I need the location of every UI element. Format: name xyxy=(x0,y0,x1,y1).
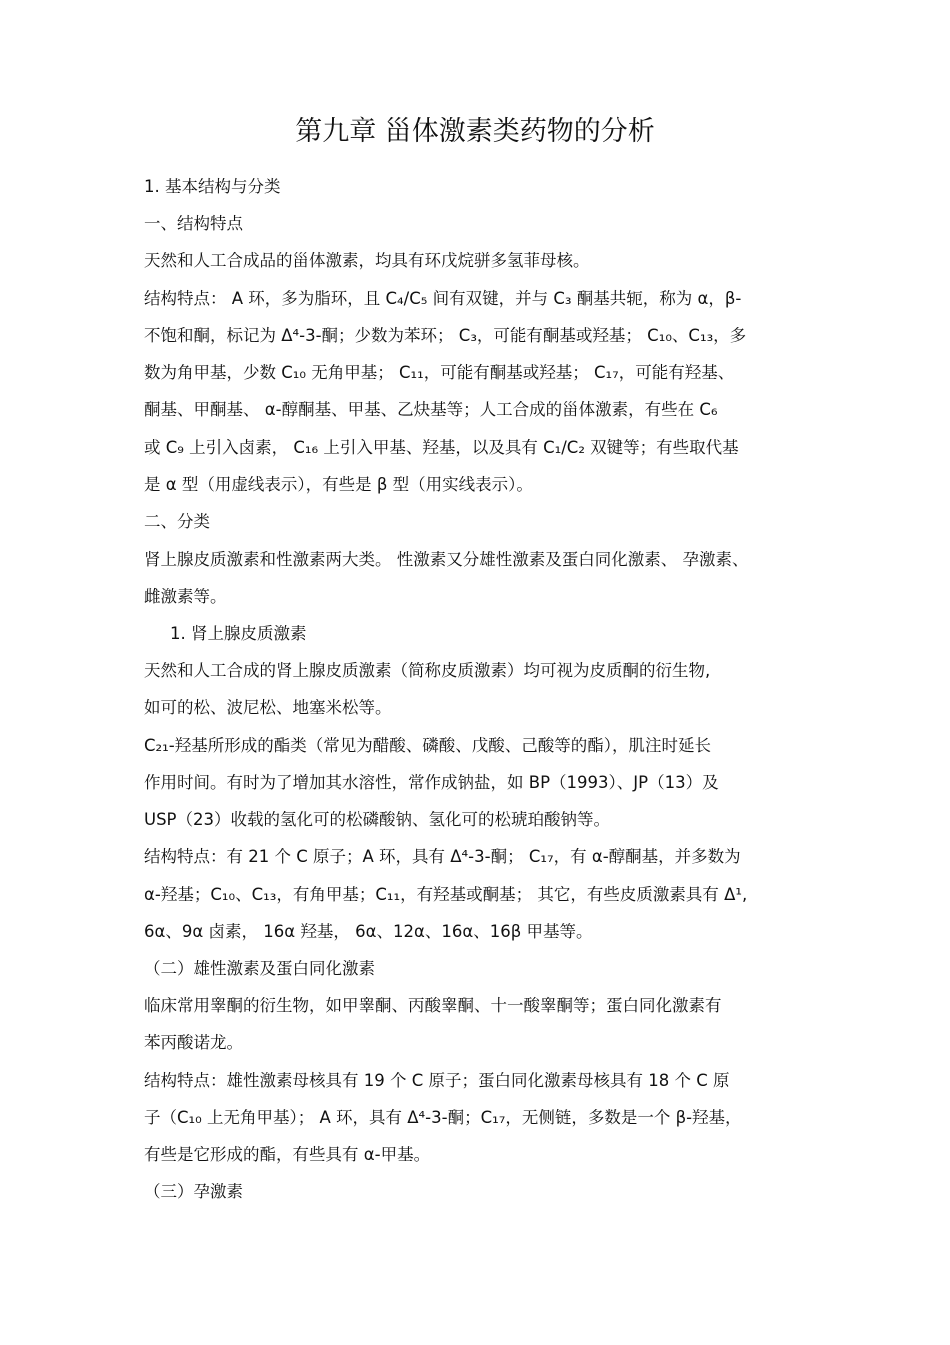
paragraph-line: 苯丙酸诺龙。 xyxy=(144,1033,243,1052)
paragraph-line: 结构特点：雄性激素母核具有 19 个 C 原子；蛋白同化激素母核具有 18 个 C 原 xyxy=(144,1071,730,1090)
subsection-heading: （三）孕激素 xyxy=(144,1182,243,1201)
paragraph-line: 作用时间。有时为了增加其水溶性，常作成钠盐，如 BP（1993）、JP（13）及 xyxy=(144,773,719,792)
paragraph-line: 肾上腺皮质激素和性激素两大类。 性激素又分雄性激素及蛋白同化激素、 孕激素、 xyxy=(144,550,749,569)
chapter-title: 第九章 甾体激素类药物的分析 xyxy=(295,116,655,147)
paragraph-line: 雌激素等。 xyxy=(144,587,227,606)
paragraph-line: 有些是它形成的酯，有些具有 α-甲基。 xyxy=(144,1145,431,1164)
paragraph-line: 是 α 型（用虚线表示），有些是 β 型（用实线表示）。 xyxy=(144,475,533,494)
subsection-heading: 二、分类 xyxy=(144,512,210,531)
subsection-heading: 1. 肾上腺皮质激素 xyxy=(170,624,307,643)
paragraph-line: C₂₁-羟基所形成的酯类（常见为醋酸、磷酸、戊酸、己酸等的酯），肌注时延长 xyxy=(144,736,711,755)
paragraph-line: 临床常用睾酮的衍生物，如甲睾酮、丙酸睾酮、十一酸睾酮等；蛋白同化激素有 xyxy=(144,996,722,1015)
paragraph-line: α-羟基；C₁₀、C₁₃，有角甲基；C₁₁，有羟基或酮基； 其它，有些皮质激素具有 Δ¹, xyxy=(144,885,748,904)
paragraph-line: 或 C₉ 上引入卤素， C₁₆ 上引入甲基、羟基，以及具有 C₁/C₂ 双键等；有些取代基 xyxy=(144,438,739,457)
paragraph-line: 结构特点： A 环，多为脂环，且 C₄/C₅ 间有双键，并与 C₃ 酮基共轭，称为 α，β- xyxy=(144,289,742,308)
paragraph-line: 数为角甲基，少数 C₁₀ 无角甲基； C₁₁，可能有酮基或羟基； C₁₇，可能有羟基、 xyxy=(144,363,735,382)
paragraph-line: 天然和人工合成的肾上腺皮质激素（简称皮质激素）均可视为皮质酮的衍生物, xyxy=(144,661,711,680)
section-heading: 1. 基本结构与分类 xyxy=(144,177,281,196)
paragraph-line: 天然和人工合成品的甾体激素，均具有环戊烷骈多氢菲母核。 xyxy=(144,251,590,270)
subsection-heading: 一、结构特点 xyxy=(144,214,243,233)
paragraph-line: 不饱和酮，标记为 Δ⁴-3-酮；少数为苯环； C₃，可能有酮基或羟基； C₁₀、C₁₃，多 xyxy=(144,326,747,345)
paragraph-line: 6α、9α 卤素， 16α 羟基， 6α、12α、16α、16β 甲基等。 xyxy=(144,922,593,941)
paragraph-line: 结构特点：有 21 个 C 原子；A 环，具有 Δ⁴-3-酮； C₁₇，有 α-醇酮基，并多数为 xyxy=(144,847,741,866)
subsection-heading: （二）雄性激素及蛋白同化激素 xyxy=(144,959,375,978)
paragraph-line: USP（23）收载的氢化可的松磷酸钠、氢化可的松琥珀酸钠等。 xyxy=(144,810,610,829)
paragraph-line: 子（C₁₀ 上无角甲基）； A 环，具有 Δ⁴-3-酮；C₁₇，无侧链，多数是一个 β-羟基， xyxy=(144,1108,742,1127)
paragraph-line: 酮基、甲酮基、 α-醇酮基、甲基、乙炔基等；人工合成的甾体激素，有些在 C₆ xyxy=(144,400,718,419)
paragraph-line: 如可的松、波尼松、地塞米松等。 xyxy=(144,698,392,717)
